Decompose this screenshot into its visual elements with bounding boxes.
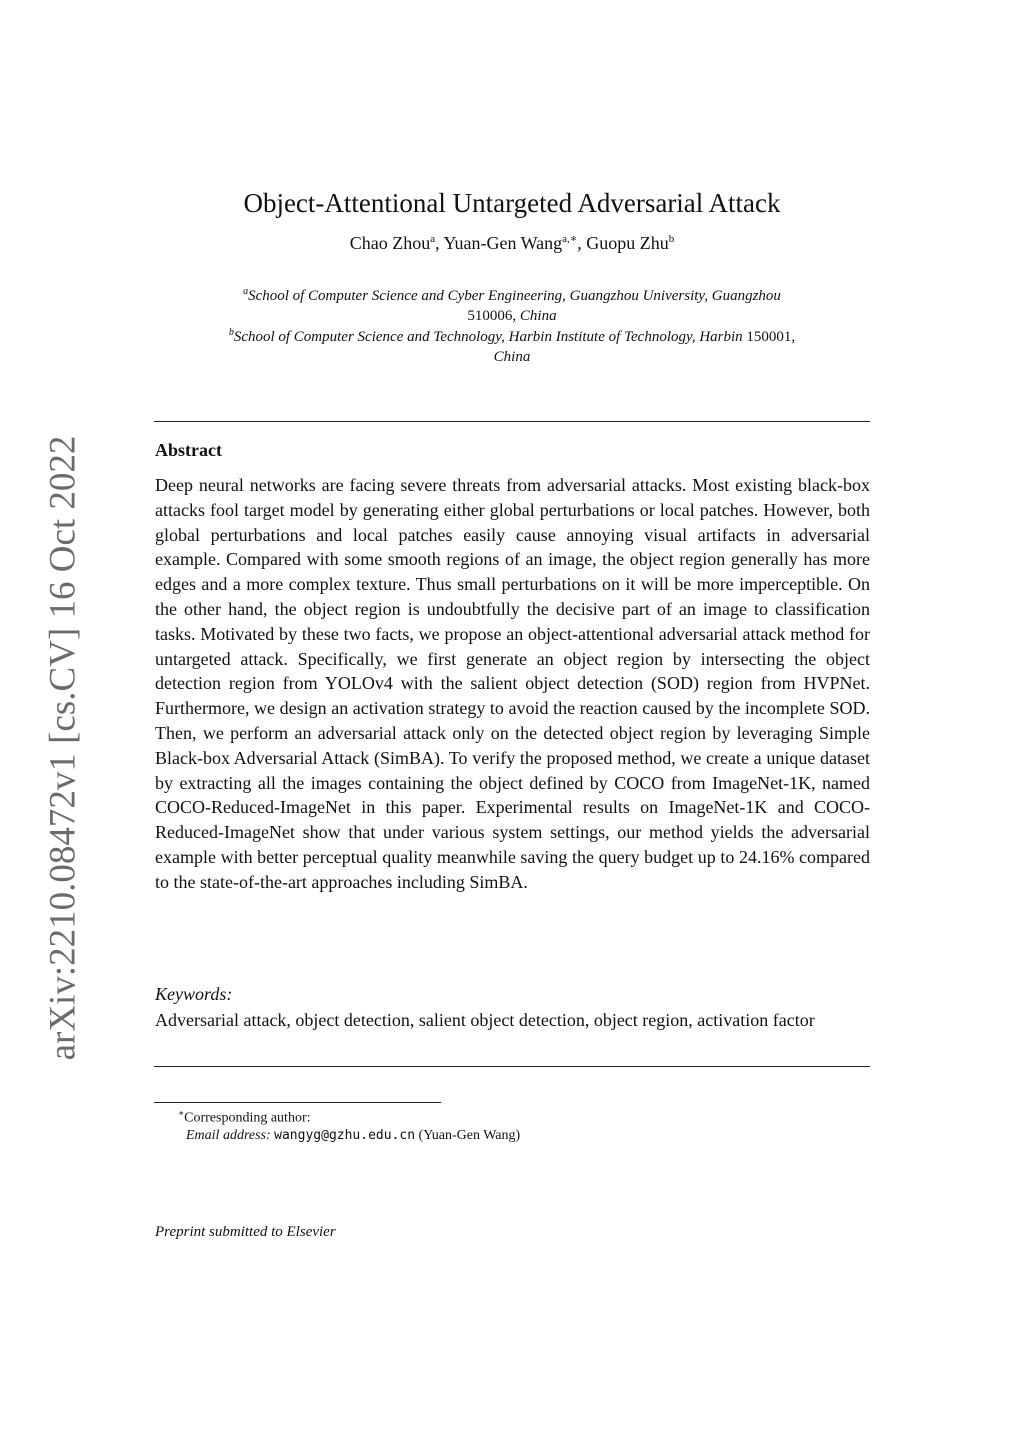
- author-name: Chao Zhou: [349, 233, 431, 253]
- abstract-heading: Abstract: [155, 440, 222, 460]
- footnote-email: [186, 1128, 520, 1144]
- author-affil-mark: a,∗: [562, 233, 578, 245]
- email-label: Email address:: [186, 1128, 271, 1143]
- affiliation-country: China: [493, 349, 531, 365]
- footnote-corresponding: [178, 1108, 311, 1127]
- arxiv-identifier: arXiv:2210.08472v1 [cs.CV] 16 Oct 2022: [42, 435, 84, 1061]
- corresponding-author-label: Corresponding author:: [184, 1110, 311, 1126]
- affiliation-postcode: 150001,: [746, 329, 796, 345]
- affiliation-text: School of Computer Science and Cyber Engineering, Guangzhou University, Guangzhou: [248, 288, 781, 304]
- abstract-text: Deep neural networks are facing severe threats from adversarial attacks. Most existing black-box attacks fool target model by generating either global perturbations or local patches. However, both global perturbations and local patches easily cause annoying visual artifacts in adversarial example. Compared with some smooth regions of an image, the object region generally has more edges and a more complex texture. Thus small perturbations on it will be more imperceptible. On the other hand, the object region is undoubtfully the decisive part of an image to classification tasks. Motivated by these two facts, we propose an object-attentional adversarial attack method for untargeted attack. Specifically, we first generate an object region by intersecting the object detection region from YOLOv4 with the salient object detection (SOD) region from HVPNet. Furthermore, we design an activation strategy to avoid the reaction caused by the incomplete SOD. Then, we perform an adversarial attack only on the detected object region by leveraging Simple Black-box Adversarial Attack (SimBA). To verify the proposed method, we create a unique dataset by extracting all the images containing the object defined by COCO from ImageNet-1K, named COCO-Reduced-ImageNet in this paper. Experimental results on ImageNet-1K and COCO-Reduced-ImageNet show that under various system settings, our method yields the adversarial example with better perceptual quality meanwhile saving the query budget up to 24.16% compared to the state-of-the-art approaches including SimBA.: [155, 475, 870, 892]
- affiliation-text: School of Computer Science and Technology, Harbin Institute of Technology, Harbin: [233, 329, 743, 345]
- affiliation-label: b: [228, 327, 234, 338]
- author-name: Yuan-Gen Wang: [443, 233, 563, 253]
- affiliation-label: a: [243, 286, 249, 297]
- affiliation-postcode: 510006,: [467, 308, 517, 324]
- affiliation-b: [154, 323, 870, 367]
- keywords-label: Keywords:: [155, 984, 233, 1004]
- author-list: Chao Zhou$^a$, Yuan-Gen Wang$^{a,∗}$, Guopu Zhu$^b$: [349, 233, 675, 253]
- affiliation-country: China: [519, 308, 557, 324]
- author-affil-mark: b: [668, 233, 675, 245]
- preprint-notice: Preprint submitted to Elsevier: [155, 1224, 336, 1240]
- abstract-bottom-rule: [154, 1066, 870, 1067]
- abstract-top-rule: [154, 421, 870, 422]
- footnote-rule: [154, 1102, 441, 1103]
- author-name: Guopu Zhu: [586, 233, 669, 253]
- email-owner: (Yuan-Gen Wang): [418, 1128, 521, 1143]
- footnote-marker: ∗: [178, 1108, 185, 1118]
- paper-title: Object-Attentional Untargeted Adversarial Attack: [243, 188, 781, 219]
- author-affil-mark: a: [430, 233, 436, 245]
- affiliation-a: [154, 282, 870, 326]
- keywords-text: Adversarial attack, object detection, salient object detection, object region, activation factor: [155, 1010, 815, 1030]
- email-link[interactable]: wangyg@gzhu.edu.cn: [274, 1128, 416, 1143]
